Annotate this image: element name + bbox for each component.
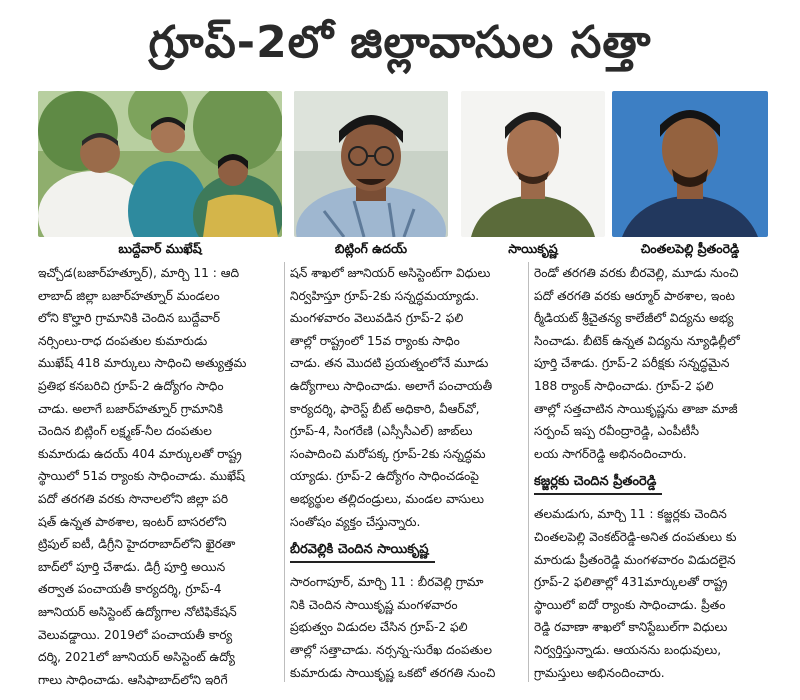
text-line: కుమారుడు ఉదయ్ 404 మార్కులతో రాష్ట్ర — [38, 446, 242, 461]
text-line: మంగళవారం వెలువడిన గ్రూప్-2 ఫలి — [290, 311, 464, 326]
text-line: తాల్లో సత్తాచాడు. నర్సన్న-సురేఖ దంపతుల — [290, 642, 492, 657]
photo-uday — [294, 91, 448, 237]
photo-saikrishna — [461, 91, 605, 237]
text-line: గ్రూప్-4, సింగరేణి (ఎస్సీసీఎల్) జాబ్‌లు — [290, 424, 473, 439]
text-line: సించాడు. బీటెక్ ఉన్నత విద్యను న్యూఢిల్లీలో — [534, 333, 740, 348]
caption-preetham: చింతలపెల్లి ప్రీతంరెడ్డి — [640, 241, 740, 256]
text-line: షత్ ఉన్నత పాఠశాల, ఇంటర్ బాసరలోని — [38, 514, 227, 529]
text-line: గ్రామస్తులు అభినందించారు. — [534, 665, 665, 680]
text-line: పూర్తి చేశాడు. గ్రూప్-2 పరీక్షకు సన్నద్ధమైన — [534, 356, 730, 371]
text-line: తాల్లో రాష్ట్రంలో 15వ ర్యాంకు సాధిం — [290, 333, 460, 348]
text-line: రెడ్డి రవాణా శాఖలో కానిస్టేబుల్‌గా విధులు — [534, 620, 728, 635]
text-line: షన్ శాఖలో జూనియర్ అసిస్టెంట్‌గా విధులు — [290, 266, 491, 280]
text-line: సారంగాపూర్, మార్చి 11 : బీరవెల్లి గ్రామా — [290, 575, 484, 590]
text-line: చింతలపెల్లి వెంకట్‌రెడ్డి-అనిత దంపతులు కు — [534, 529, 737, 544]
text-line: తలమడుగు, మార్చి 11 : కజ్జర్లకు చెందిన — [534, 507, 727, 522]
text-line: నిర్వహిస్తూ గ్రూప్-2కు సన్నద్ధమయ్యాడు. — [290, 288, 480, 303]
text-line: చెందిన బిట్లింగ్ లక్ష్మణ్-నీల దంపతుల — [38, 424, 212, 439]
photo-preetham — [612, 91, 768, 237]
text-line: లోని కొల్హారి గ్రామానికి చెందిన బుద్దేవార్ — [38, 311, 221, 326]
photo-mukhesh-family — [38, 91, 282, 237]
text-line: గ్రూప్-2 ఫలితాల్లో 431మార్కులతో రాష్ట్ర — [534, 575, 728, 590]
text-line: లయ సాగర్‌రెడ్డి అభినందించారు. — [534, 446, 687, 461]
headline: గ్రూప్-2లో జిల్లావాసుల సత్తా — [148, 17, 652, 68]
text-line: పదో తరగతి వరకు ఆర్మూర్ పాఠశాల, ఇంట — [534, 288, 735, 303]
text-line: దర్శి, 2021లో జూనియర్ అసిస్టెంట్ ఉద్యో — [38, 650, 235, 665]
text-line: ఇచ్చోడ(బజార్‌హత్నూర్), మార్చి 11 : ఆది — [38, 266, 240, 280]
text-line: సంతోషం వ్యక్తం చేస్తున్నారు. — [290, 514, 421, 529]
caption-mukhesh: బుద్దేవార్ ముఖేష్ — [118, 241, 202, 256]
text-line: చాడు. అలాగే బజార్‌హత్నూర్ గ్రామానికి — [38, 401, 223, 416]
text-line: చాడు. తన మొదటి ప్రయత్నంలోనే మూడు — [290, 356, 489, 371]
text-line: ప్రభుత్వం విడుదల చేసిన గ్రూప్-2 ఫలి — [290, 620, 468, 635]
text-line: 188 ర్యాంక్ సాధించాడు. గ్రూప్-2 ఫలి — [534, 378, 714, 393]
text-line: పదో తరగతి వరకు సొనాలలోని జిల్లా పరి — [38, 491, 229, 506]
subheading-saikrishna: బీరవెల్లికి చెందిన సాయికృష్ణ — [290, 539, 435, 563]
text-line: తర్వాత పంచాయతీ కార్యదర్శి, గ్రూప్-4 — [38, 582, 222, 597]
text-line: స్థాయిలో 51వ ర్యాంకు సాధించాడు. ముఖేష్ — [38, 469, 245, 484]
text-line: ర్మీడియట్ శ్రీచైతన్య కాలేజీలో విద్యను అభ్య — [534, 311, 734, 326]
text-line: సర్పంచ్ ఇప్ప రవీంద్రారెడ్డి, ఎంపీటీసీ — [534, 424, 700, 439]
text-line: కార్యదర్శి, ఫారెస్ట్ బీట్ అధికారి, వీఆర్‌వో, — [290, 401, 480, 416]
text-line: అభ్యర్థుల తల్లిదండ్రులు, మండల వాసులు — [290, 491, 484, 506]
text-line: బాద్‌లో పూర్తి చేశాడు. డిగ్రీ పూర్తి అయిన — [38, 559, 226, 574]
text-line: సంపాదించి మరోపక్క గ్రూప్-2కు సన్నద్ధమ — [290, 446, 486, 461]
subheading-preetham: కజ్జర్లకు చెందిన ప్రీతంరెడ్డి — [534, 471, 662, 495]
article-column-3 — [534, 262, 770, 692]
article-column-1 — [38, 262, 276, 692]
caption-saikrishna: సాయికృష్ణ — [508, 241, 558, 256]
text-line: ప్రతిభ కనబరిచి గ్రూప్-2 ఉద్యోగం సాధిం — [38, 378, 224, 393]
text-line: ట్రిపుల్ ఐటీ, డిగ్రీని హైదరాబాద్‌లోని ఖైరతా — [38, 537, 236, 552]
text-line: య్యాడు. గ్రూప్-2 ఉద్యోగం సాధించడంపై — [290, 469, 479, 484]
column-divider — [284, 262, 285, 682]
text-line: జూనియర్ అసిస్టెంట్ ఉద్యోగాల నోటిఫికేషన్ — [38, 604, 237, 619]
caption-uday: బిట్లింగ్ ఉదయ్ — [334, 241, 408, 256]
text-line: లాబాద్ జిల్లా బజార్‌హత్నూర్ మండలం — [38, 288, 220, 303]
text-line: నికి చెందిన సాయికృష్ణ మంగళవారం — [290, 597, 458, 612]
text-line: తాల్లో సత్తచాటిన సాయికృష్ణను తాజా మాజీ — [534, 401, 738, 416]
text-line: వెలువడ్డాయి. 2019లో పంచాయతీ కార్య — [38, 627, 233, 642]
column-divider — [528, 262, 529, 682]
text-line: నిర్వర్తిస్తున్నాడు. ఆయనను బంధువులు, — [534, 642, 722, 657]
text-line: కుమారుడు సాయికృష్ణ ఒకటో తరగతి నుంచి — [290, 665, 496, 680]
text-line: గాలు సాధించాడు. ఆసిఫాబాద్‌లోని ఇరిగే — [38, 672, 228, 687]
text-line: మారుడు ప్రీతంరెడ్డి మంగళవారం విడుదలైన — [534, 552, 736, 567]
text-line: ఉద్యోగాలు సాధించాడు. అలాగే పంచాయతీ — [290, 378, 493, 393]
text-line: రెండో తరగతి వరకు బీరవెల్లి, మూడు నుంచి — [534, 266, 739, 280]
text-line: నర్సింలు-రాధ దంపతుల కుమారుడు — [38, 333, 208, 348]
text-line: స్థాయిలో ఐదో ర్యాంకు సాధించాడు. ప్రీతం — [534, 597, 726, 612]
article-column-2 — [290, 262, 522, 692]
text-line: ముఖేష్ 418 మార్కులు సాధించి అత్యుత్తమ — [38, 356, 247, 371]
